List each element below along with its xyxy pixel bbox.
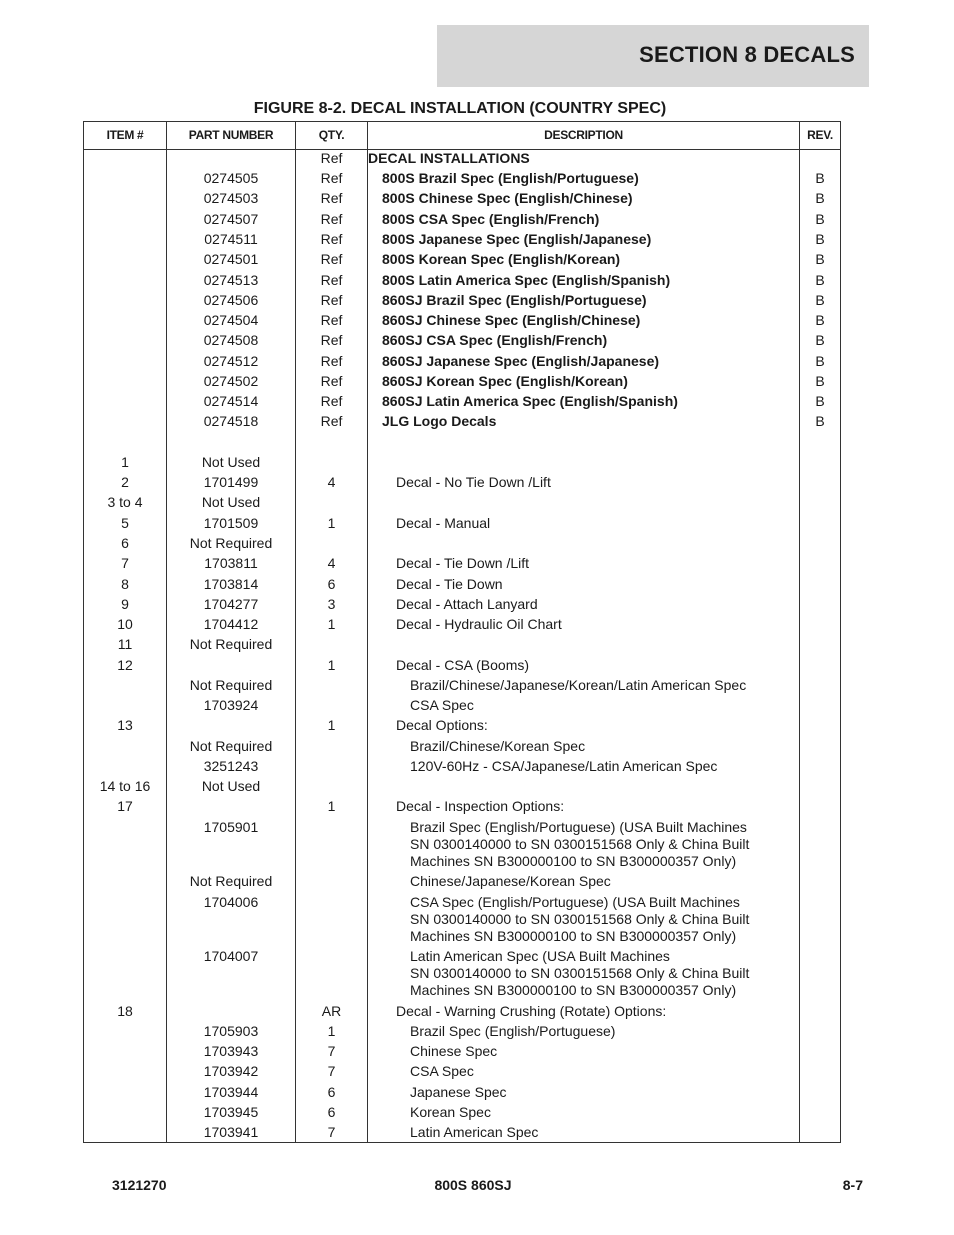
description: Machines SN B300000100 to SN B300000357 Only) xyxy=(410,982,737,998)
part-number: 0274505 xyxy=(203,170,259,186)
description: CSA Spec xyxy=(410,1063,474,1079)
revision: B xyxy=(815,332,825,348)
part-number: 1703942 xyxy=(203,1063,259,1079)
section-title: SECTION 8 DECALS xyxy=(639,42,855,67)
description: 800S Japanese Spec (English/Japanese) xyxy=(382,231,652,247)
table-row xyxy=(84,515,840,532)
footer-doc-number: 3121270 xyxy=(112,1177,167,1193)
table-row xyxy=(84,911,840,928)
part-number: Not Used xyxy=(201,454,261,470)
table-row xyxy=(84,353,840,370)
description: CSA Spec xyxy=(410,697,474,713)
quantity: 4 xyxy=(327,555,336,571)
description: Brazil/Chinese/Korean Spec xyxy=(410,738,586,754)
quantity: Ref xyxy=(320,312,343,328)
description: 860SJ Chinese Spec (English/Chinese) xyxy=(382,312,641,328)
part-number: 1703814 xyxy=(203,576,259,592)
part-number: 1704007 xyxy=(203,948,259,964)
part-number: Not Used xyxy=(201,494,261,510)
table-row xyxy=(84,798,840,815)
part-number: Not Required xyxy=(189,636,273,652)
description: Decal - Tie Down xyxy=(396,576,503,592)
table-row xyxy=(84,494,840,511)
table-row xyxy=(84,636,840,653)
description: SN 0300140000 to SN 0300151568 Only & China Built xyxy=(410,911,750,927)
column-header-rev: REV. xyxy=(807,128,833,142)
item-number: 9 xyxy=(121,596,129,612)
item-number: 6 xyxy=(121,535,129,551)
table-row xyxy=(84,555,840,572)
part-number: 1701499 xyxy=(203,474,259,490)
revision: B xyxy=(815,170,825,186)
table-row xyxy=(84,697,840,714)
description: Latin American Spec (USA Built Machines xyxy=(410,948,670,964)
part-number: 1701509 xyxy=(203,515,259,531)
quantity: 4 xyxy=(327,474,336,490)
quantity: 6 xyxy=(327,576,336,592)
part-number: 0274502 xyxy=(203,373,259,389)
item-number: 5 xyxy=(121,515,129,531)
column-header-item: ITEM # xyxy=(106,128,144,142)
description: Decal - CSA (Booms) xyxy=(396,657,530,673)
table-row xyxy=(84,657,840,674)
quantity: Ref xyxy=(320,332,343,348)
description: 860SJ Brazil Spec (English/Portuguese) xyxy=(382,292,647,308)
part-number: 1703941 xyxy=(203,1124,259,1140)
table-row xyxy=(84,251,840,268)
description: SN 0300140000 to SN 0300151568 Only & China Built xyxy=(410,836,750,852)
table-row xyxy=(84,596,840,613)
revision: B xyxy=(815,190,825,206)
section-banner xyxy=(437,25,869,87)
description: Korean Spec xyxy=(410,1104,491,1120)
parts-table xyxy=(83,121,841,1143)
revision: B xyxy=(815,373,825,389)
quantity: Ref xyxy=(320,251,343,267)
revision: B xyxy=(815,251,825,267)
table-row xyxy=(84,965,840,982)
description: Chinese Spec xyxy=(410,1043,498,1059)
description: 120V-60Hz - CSA/Japanese/Latin American Spec xyxy=(410,758,718,774)
description: Latin American Spec xyxy=(410,1124,539,1140)
quantity: 1 xyxy=(327,515,336,531)
description: Decal - No Tie Down /Lift xyxy=(396,474,551,490)
part-number: 0274511 xyxy=(204,231,258,247)
table-row xyxy=(84,677,840,694)
quantity: 7 xyxy=(327,1124,336,1140)
table-row xyxy=(84,312,840,329)
table-row xyxy=(84,211,840,228)
description: CSA Spec (English/Portuguese) (USA Built Machines xyxy=(410,894,740,910)
table-row xyxy=(84,738,840,755)
item-number: 1 xyxy=(121,454,129,470)
revision: B xyxy=(815,211,825,227)
table-row xyxy=(84,894,840,911)
description: Machines SN B300000100 to SN B300000357 Only) xyxy=(410,853,737,869)
part-number: 1703924 xyxy=(203,697,259,713)
description: 800S Chinese Spec (English/Chinese) xyxy=(382,190,633,206)
description: 860SJ Japanese Spec (English/Japanese) xyxy=(382,353,660,369)
table-row xyxy=(84,454,840,471)
table-row xyxy=(84,778,840,795)
table-row xyxy=(84,616,840,633)
table-row xyxy=(84,150,840,167)
quantity: Ref xyxy=(320,272,343,288)
item-number: 17 xyxy=(117,798,133,814)
item-number: 3 to 4 xyxy=(107,494,143,510)
description: Brazil/Chinese/Japanese/Korean/Latin American Spec xyxy=(410,677,747,693)
part-number: 0274507 xyxy=(203,211,259,227)
table-row xyxy=(84,717,840,734)
quantity: Ref xyxy=(320,353,343,369)
description: Decal - Tie Down /Lift xyxy=(396,555,530,571)
quantity: Ref xyxy=(320,393,343,409)
table-row xyxy=(84,948,840,965)
table-row xyxy=(84,1063,840,1080)
table-row xyxy=(84,1023,840,1040)
revision: B xyxy=(815,353,825,369)
table-row xyxy=(84,292,840,309)
description: Decal - Attach Lanyard xyxy=(396,596,538,612)
column-header-qty: QTY. xyxy=(318,128,345,142)
quantity: 1 xyxy=(327,657,336,673)
description: SN 0300140000 to SN 0300151568 Only & China Built xyxy=(410,965,750,981)
column-header-part-number: PART NUMBER xyxy=(188,128,274,142)
item-number: 18 xyxy=(117,1003,133,1019)
part-number: 0274501 xyxy=(203,251,259,267)
quantity: Ref xyxy=(320,373,343,389)
description: 800S Latin America Spec (English/Spanish) xyxy=(382,272,671,288)
part-number: 0274512 xyxy=(203,353,259,369)
table-row xyxy=(84,272,840,289)
figure-title: FIGURE 8-2. DECAL INSTALLATION (COUNTRY SPEC) xyxy=(253,100,667,117)
revision: B xyxy=(815,413,825,429)
item-number: 11 xyxy=(117,636,133,652)
quantity: 6 xyxy=(327,1104,336,1120)
description: 860SJ Korean Spec (English/Korean) xyxy=(382,373,628,389)
table-row xyxy=(84,1043,840,1060)
item-number: 12 xyxy=(117,657,133,673)
part-number: 1703811 xyxy=(204,555,258,571)
quantity: Ref xyxy=(320,292,343,308)
description: Decal - Hydraulic Oil Chart xyxy=(396,616,562,632)
revision: B xyxy=(815,312,825,328)
part-number: Not Required xyxy=(189,873,273,889)
description: DECAL INSTALLATIONS xyxy=(368,150,530,166)
part-number: 1704277 xyxy=(203,596,259,612)
part-number: 0274504 xyxy=(203,312,259,328)
part-number: 0274518 xyxy=(203,413,259,429)
description: Decal Options: xyxy=(396,717,488,733)
quantity: Ref xyxy=(320,231,343,247)
footer-model: 800S 860SJ xyxy=(434,1177,512,1193)
description: Brazil Spec (English/Portuguese) xyxy=(410,1023,616,1039)
quantity: 1 xyxy=(327,717,336,733)
description: Brazil Spec (English/Portuguese) (USA Built Machines xyxy=(410,819,747,835)
quantity: Ref xyxy=(320,170,343,186)
table-row xyxy=(84,535,840,552)
description: Decal - Warning Crushing (Rotate) Options: xyxy=(396,1003,667,1019)
quantity: 6 xyxy=(327,1084,336,1100)
part-number: 1705903 xyxy=(203,1023,259,1039)
part-number: 0274503 xyxy=(203,190,259,206)
table-row xyxy=(84,231,840,248)
part-number: 0274513 xyxy=(203,272,259,288)
description: Japanese Spec xyxy=(410,1084,507,1100)
quantity: 1 xyxy=(327,798,336,814)
revision: B xyxy=(815,231,825,247)
quantity: Ref xyxy=(320,190,343,206)
table-row xyxy=(84,873,840,890)
item-number: 13 xyxy=(117,717,133,733)
revision: B xyxy=(815,292,825,308)
description: Decal - Manual xyxy=(396,515,491,531)
part-number: 1703944 xyxy=(203,1084,259,1100)
part-number: Not Required xyxy=(189,535,273,551)
table-row xyxy=(84,819,840,836)
quantity: Ref xyxy=(320,211,343,227)
description: Machines SN B300000100 to SN B300000357 Only) xyxy=(410,928,737,944)
part-number: Not Used xyxy=(201,778,261,794)
part-number: 1704006 xyxy=(203,894,259,910)
table-row xyxy=(84,393,840,410)
part-number: Not Required xyxy=(189,738,273,754)
table-row xyxy=(84,1003,840,1020)
part-number: 1703943 xyxy=(203,1043,259,1059)
table-row xyxy=(84,190,840,207)
table-row xyxy=(84,170,840,187)
table-row xyxy=(84,413,840,430)
footer-page-number: 8-7 xyxy=(842,1177,863,1193)
description: Decal - Inspection Options: xyxy=(396,798,565,814)
quantity: 1 xyxy=(327,616,336,632)
quantity: 7 xyxy=(327,1063,336,1079)
table-row xyxy=(84,1084,840,1101)
table-row xyxy=(84,373,840,390)
item-number: 7 xyxy=(121,555,129,571)
item-number: 14 to 16 xyxy=(99,778,151,794)
revision: B xyxy=(815,393,825,409)
quantity: 7 xyxy=(327,1043,336,1059)
part-number: 3251243 xyxy=(203,758,259,774)
table-row xyxy=(84,576,840,593)
part-number: 0274514 xyxy=(203,393,259,409)
quantity: 3 xyxy=(327,596,336,612)
table-row xyxy=(84,853,840,870)
part-number: Not Required xyxy=(189,677,273,693)
part-number: 1703945 xyxy=(203,1104,259,1120)
description: Chinese/Japanese/Korean Spec xyxy=(410,873,611,889)
table-row xyxy=(84,758,840,775)
description: 800S Korean Spec (English/Korean) xyxy=(382,251,621,267)
description: 860SJ Latin America Spec (English/Spanish) xyxy=(382,393,678,409)
part-number: 1704412 xyxy=(203,616,259,632)
part-number: 0274508 xyxy=(203,332,259,348)
item-number: 2 xyxy=(121,474,129,490)
table-row xyxy=(84,332,840,349)
part-number: 1705901 xyxy=(203,819,259,835)
table-row xyxy=(84,474,840,491)
column-header-description: DESCRIPTION xyxy=(544,128,623,142)
table-row xyxy=(84,982,840,999)
revision: B xyxy=(815,272,825,288)
table-row xyxy=(84,836,840,853)
table-row xyxy=(84,1124,840,1141)
part-number: 0274506 xyxy=(203,292,259,308)
description: 800S CSA Spec (English/French) xyxy=(382,211,600,227)
quantity: 1 xyxy=(327,1023,336,1039)
table-row xyxy=(84,928,840,945)
quantity: Ref xyxy=(320,413,343,429)
description: 800S Brazil Spec (English/Portuguese) xyxy=(382,170,639,186)
quantity: AR xyxy=(321,1003,342,1019)
description: 860SJ CSA Spec (English/French) xyxy=(382,332,608,348)
item-number: 8 xyxy=(121,576,129,592)
quantity: Ref xyxy=(320,150,343,166)
description: JLG Logo Decals xyxy=(382,413,497,429)
item-number: 10 xyxy=(117,616,133,632)
table-row xyxy=(84,1104,840,1121)
